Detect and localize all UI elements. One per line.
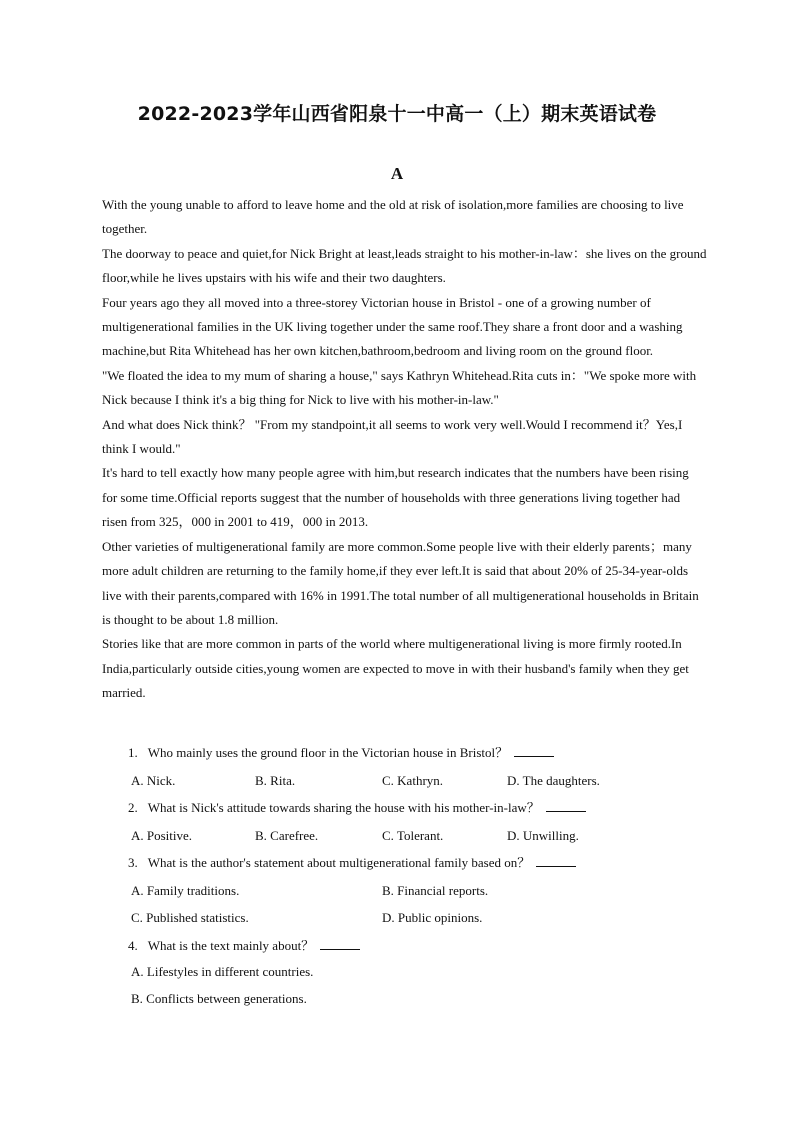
passage-paragraph: Stories like that are more common in parts of the world where multigenerational living is more firmly rooted.In India,particularly outside cities,young women are expected to move in with their husband's family when they get married.: [102, 636, 689, 701]
question-number: 4.: [128, 938, 138, 953]
option-d: D. The daughters.: [507, 773, 600, 788]
question-2: [102, 796, 707, 851]
page-title: 2022-2023学年山西省阳泉十一中高一（上）期末英语试卷: [137, 103, 657, 125]
question-text: Who mainly uses the ground floor in the Victorian house in Bristol？: [147, 745, 509, 760]
option-a: A. Nick.: [131, 773, 176, 788]
answer-blank[interactable]: [320, 935, 360, 950]
section-label: A: [390, 164, 404, 183]
question-4: [102, 934, 707, 1044]
passage-paragraph: And what does Nick think？ "From my standpoint,it all seems to work very well.Would I recommend it？Yes,I think I would.": [102, 416, 683, 457]
option-c: C. Kathryn.: [382, 773, 444, 788]
reading-passage: [102, 193, 707, 706]
option-b: B. Carefree.: [255, 828, 319, 843]
option-b: B. Rita.: [255, 773, 296, 788]
option-d: D. Unwilling.: [507, 828, 579, 843]
passage-paragraph: It's hard to tell exactly how many people agree with him,but research indicates that the numbers have been rising for some time.Official reports suggest that the number of households with three generations living together had risen from 325，000 in 2001 to 419，000 in 2013.: [102, 465, 689, 530]
question-stem: [128, 851, 576, 875]
option-a: A. Positive.: [131, 828, 193, 843]
answer-blank[interactable]: [536, 852, 576, 867]
question-number: 1.: [128, 745, 138, 760]
passage-paragraph: Other varieties of multigenerational family are more common.Some people live with their elderly parents；many more adult children are returning to the family home,if they ever left.It is said that about 20% of 25-34-year-olds live with their parents,compared with 16% in 1991.The total number of all multigenerational households in Britain is thought to be about 1.8 million.: [102, 538, 699, 627]
question-stem: [128, 796, 586, 820]
question-number: 2.: [128, 800, 138, 815]
question-number: 3.: [128, 855, 138, 870]
question-text: What is the author's statement about multigenerational family based on？: [147, 855, 531, 870]
question-text: What is the text mainly about？: [147, 938, 315, 953]
option-b: B. Conflicts between generations.: [131, 991, 307, 1006]
passage-paragraph: Four years ago they all moved into a three-storey Victorian house in Bristol - one of a growing number of multigenerational families in the UK living together under the same roof.They share a front door and a washing machine,but Rita Whitehead has her own kitchen,bathroom,bedroom and living room on the ground floor.: [102, 294, 683, 359]
question-stem: [128, 934, 360, 958]
question-1: [102, 741, 707, 796]
question-list: [102, 741, 707, 1044]
passage-paragraph: "We floated the idea to my mum of sharing a house," says Kathryn Whitehead.Rita cuts in："We spoke more with Nick because I think it's a big thing for Nick to live with his mother-in-law.": [102, 367, 697, 408]
option-a: A. Family traditions.: [131, 883, 240, 898]
answer-blank[interactable]: [546, 797, 586, 812]
passage-paragraph: With the young unable to afford to leave home and the old at risk of isolation,more families are choosing to live together.: [102, 197, 684, 237]
question-text: What is Nick's attitude towards sharing the house with his mother-in-law？: [147, 800, 540, 815]
option-b: B. Financial reports.: [382, 883, 489, 898]
question-stem: [128, 741, 554, 765]
option-c: C. Tolerant.: [382, 828, 444, 843]
question-3: [102, 851, 707, 934]
option-a: A. Lifestyles in different countries.: [131, 964, 314, 979]
option-d: D. Public opinions.: [382, 910, 483, 925]
passage-paragraph: The doorway to peace and quiet,for Nick Bright at least,leads straight to his mother-in-law：she lives on the ground floor,while he lives upstairs with his wife and their two daughters.: [102, 245, 707, 286]
option-c: C. Published statistics.: [131, 910, 249, 925]
answer-blank[interactable]: [514, 742, 554, 757]
